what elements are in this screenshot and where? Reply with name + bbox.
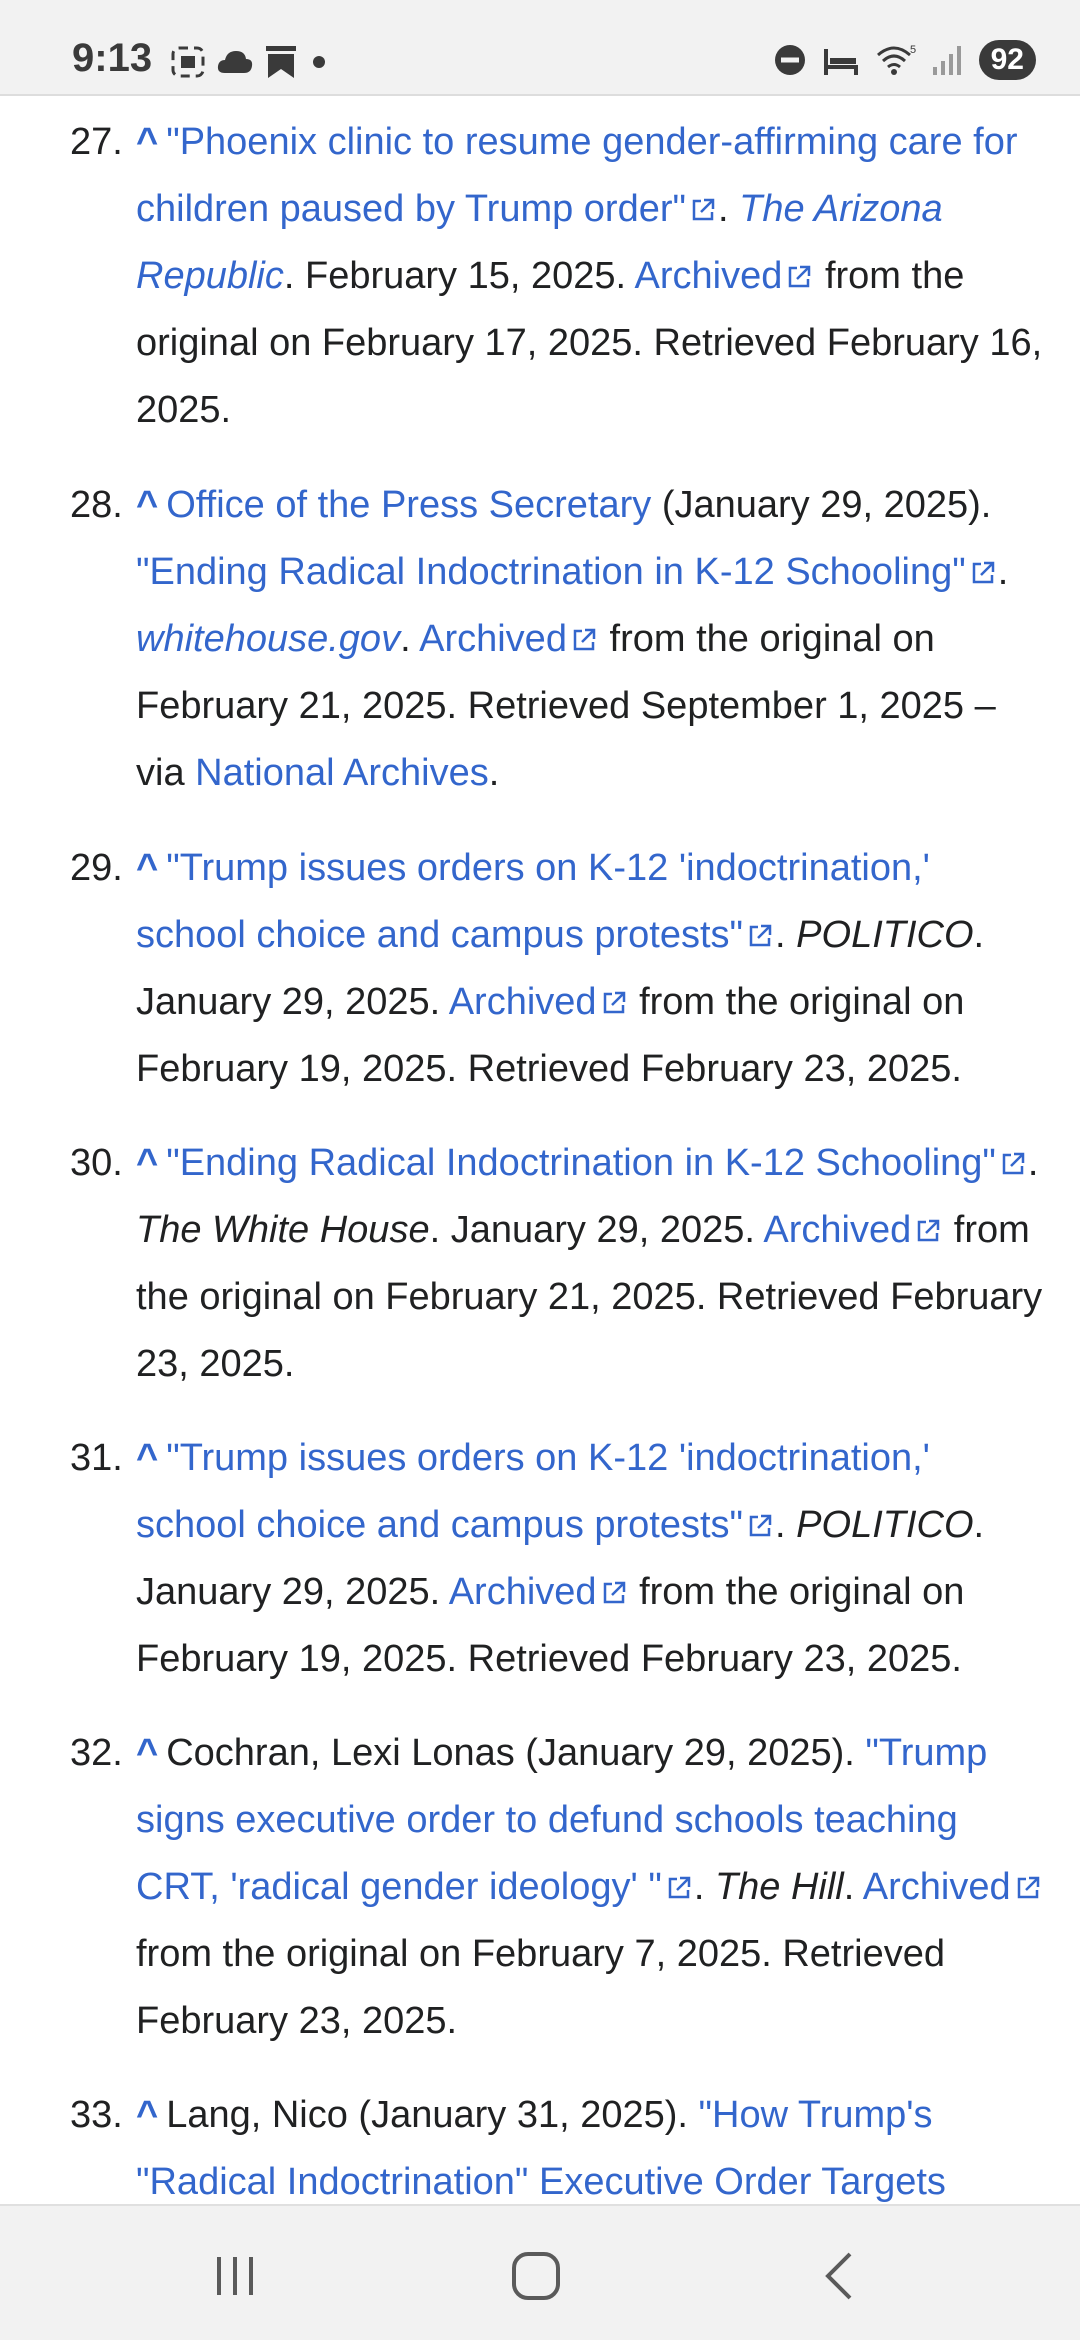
signal-icon: [931, 43, 965, 77]
reference-number: 30.: [70, 1142, 123, 1184]
jump-up-caret[interactable]: ^: [136, 847, 159, 889]
dnd-icon: [773, 43, 807, 77]
reference-number: 28.: [70, 484, 123, 526]
reference-body: [136, 472, 1046, 807]
sleep-icon: [821, 43, 861, 77]
reference-retrieval-text: from the original on February 19, 2025. Retrieved February 23, 2025.: [136, 981, 965, 1090]
battery-level: 92: [979, 40, 1036, 80]
svg-text:5: 5: [909, 44, 916, 56]
jump-up-caret[interactable]: ^: [136, 2094, 159, 2136]
cloud-icon: [216, 47, 254, 77]
text: .: [400, 618, 420, 660]
external-link-icon: [690, 197, 716, 223]
reference-title-link[interactable]: "Trump issues orders on K-12 'indoctrination,' school choice and campus protests": [136, 1437, 930, 1546]
text: .: [488, 752, 500, 794]
archived-link[interactable]: Archived: [634, 255, 783, 297]
reference-body: [136, 2082, 1046, 2204]
jump-up-caret[interactable]: ^: [136, 1732, 159, 1774]
jump-up-caret[interactable]: ^: [136, 484, 159, 526]
reference-author: Lang, Nico (January 31, 2025).: [166, 2094, 699, 2136]
home-icon: [510, 2250, 562, 2302]
external-link-icon: [786, 264, 812, 290]
reference-title-link[interactable]: "How Trump's "Radical Indoctrination" Executive Order Targets: [136, 2094, 946, 2203]
external-link-icon: [666, 1875, 692, 1901]
publication-name: The White House: [136, 1209, 430, 1251]
wifi-icon: [875, 43, 917, 77]
navigation-bar: [0, 2204, 1080, 2340]
external-link-icon: [970, 560, 996, 586]
publication-name: POLITICO: [796, 1504, 974, 1546]
reference-retrieval-text: from the original on February 7, 2025. Retrieved February 23, 2025.: [136, 1933, 945, 2042]
publication-name: POLITICO: [796, 914, 974, 956]
reference-retrieval-text: from the original on February 17, 2025. Retrieved February 16, 2025.: [136, 255, 1043, 431]
reference-date: . January 29, 2025.: [136, 914, 985, 1023]
reference-body: [136, 109, 1046, 444]
home-button[interactable]: [496, 2246, 576, 2306]
status-left-icons: [170, 44, 330, 80]
reference-number: 33.: [70, 2094, 123, 2136]
reference-body: [136, 1130, 1046, 1398]
external-link-icon: [915, 1218, 941, 1244]
archived-link[interactable]: Archived: [862, 1866, 1011, 1908]
bookmark-icon: [264, 44, 298, 80]
reference-number: 32.: [70, 1732, 123, 1774]
reference-author-date: (January 29, 2025).: [651, 484, 992, 526]
reference-title-link[interactable]: "Phoenix clinic to resume gender-affirming care for children paused by Trump order": [136, 121, 1018, 230]
reference-body: [136, 1720, 1046, 2055]
publication-name[interactable]: The Arizona Republic: [136, 188, 943, 297]
archived-link[interactable]: Archived: [419, 618, 567, 660]
text: .: [997, 551, 1009, 593]
status-time: 9:13: [72, 36, 153, 80]
reference-retrieval-text: from the original on February 19, 2025. Retrieved February 23, 2025.: [136, 1571, 965, 1680]
references-content: [0, 96, 1080, 2204]
reference-title-link[interactable]: "Trump signs executive order to defund schools teaching CRT, 'radical gender ideology' ": [136, 1732, 988, 1908]
text: .: [843, 1866, 863, 1908]
text: .: [775, 914, 797, 956]
recents-button[interactable]: [195, 2246, 275, 2306]
external-link-icon: [747, 1513, 773, 1539]
reference-date: . February 15, 2025.: [283, 255, 635, 297]
jump-up-caret[interactable]: ^: [136, 1437, 159, 1479]
external-link-icon: [601, 990, 627, 1016]
reference-title-link[interactable]: "Ending Radical Indoctrination in K-12 Schooling": [136, 551, 966, 593]
archived-link[interactable]: Archived: [448, 1571, 597, 1613]
reference-retrieval-text: from the original on February 21, 2025. Retrieved February 23, 2025.: [136, 1209, 1043, 1385]
back-button[interactable]: [800, 2246, 880, 2306]
publication-name[interactable]: whitehouse.gov: [136, 618, 401, 660]
reference-body: [136, 1425, 1046, 1693]
dot-icon: [308, 51, 330, 73]
reference-number: 29.: [70, 847, 123, 889]
external-link-icon: [601, 1580, 627, 1606]
external-link-icon: [1000, 1151, 1026, 1177]
jump-up-caret[interactable]: ^: [136, 121, 159, 163]
reference-number: 31.: [70, 1437, 123, 1479]
reference-number: 27.: [70, 121, 123, 163]
reference-date: . January 29, 2025.: [429, 1209, 764, 1251]
archived-link[interactable]: Archived: [763, 1209, 912, 1251]
reference-date: . January 29, 2025.: [136, 1504, 985, 1613]
jump-up-caret[interactable]: ^: [136, 1142, 159, 1184]
status-right-icons: [773, 40, 1036, 80]
reference-title-link[interactable]: "Ending Radical Indoctrination in K-12 Schooling": [166, 1142, 996, 1184]
reference-body: [136, 835, 1046, 1103]
text: .: [775, 1504, 797, 1546]
text: .: [718, 188, 740, 230]
archived-link[interactable]: Archived: [448, 981, 597, 1023]
reference-title-link[interactable]: "Trump issues orders on K-12 'indoctrination,' school choice and campus protests": [136, 847, 930, 956]
reference-retrieval-text: from the original on February 21, 2025. Retrieved September 1, 2025 – via: [136, 618, 996, 794]
external-link-icon: [1015, 1875, 1041, 1901]
publication-name: The Hill: [714, 1866, 844, 1908]
text: .: [1027, 1142, 1039, 1184]
reference-author-link[interactable]: Office of the Press Secretary: [166, 484, 652, 526]
screenshot-icon: [170, 45, 206, 79]
back-icon: [820, 2250, 860, 2302]
status-bar: [0, 0, 1080, 96]
via-link[interactable]: National Archives: [195, 752, 489, 794]
external-link-icon: [747, 923, 773, 949]
external-link-icon: [571, 627, 597, 653]
reference-author: Cochran, Lexi Lonas (January 29, 2025).: [166, 1732, 866, 1774]
recents-icon: [210, 2251, 260, 2301]
text: .: [693, 1866, 715, 1908]
